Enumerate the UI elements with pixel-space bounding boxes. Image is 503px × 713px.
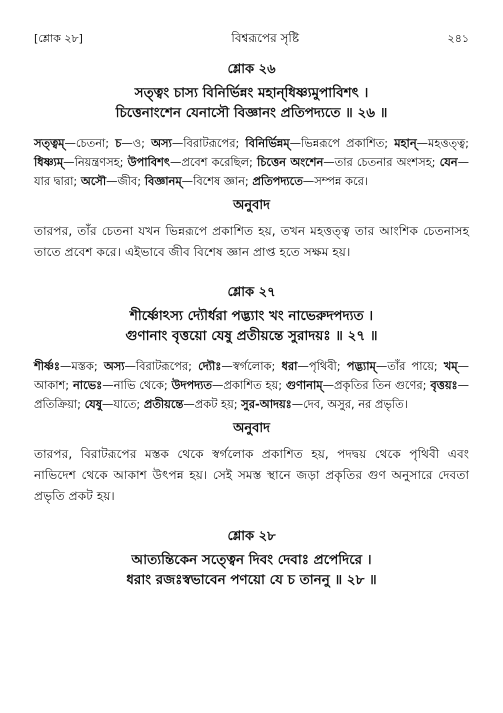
synonym-meaning: —বিরাটরূপের; [124,359,199,373]
verse-line: সত্ত্বং চাস্য বিনির্ভিন্নং মহান্‌ধিষ্ণ্যমুপাবিশৎ । [134,85,369,101]
synonym-meaning: —তার চেতনার অংশসহ; [323,155,440,169]
synonym-word: উপাবিশৎ [127,155,170,169]
synonym-meaning: —প্রকট হয়; [183,397,242,411]
synonym-word: মহান্‌ [394,136,417,150]
synonym-meaning: —বিরাটরূপের; [171,136,246,150]
verse-line: গুণানাং বৃত্তয়ো যেষু প্রতীয়ন্তে সুরাদয়ঃ ॥ ২৭ ॥ [125,328,378,344]
synonym-meaning: —প্রতিক্রিয়া; [34,378,470,411]
synonym-word: বিনির্ভিন্নম্‌ [245,136,290,150]
synonym-word: গুণানাম্‌ [285,378,323,392]
synonym-meaning: —সম্পন্ন করে। [302,174,368,188]
translation-heading: অনুবাদ [233,421,270,436]
synonym-meaning: —দেব, অসুর, নর প্রভৃতি। [291,397,408,411]
synonym-word: যেন [439,155,458,169]
synonym-meaning: —চেতনা; [64,136,116,150]
synonym-word: উদপদ্যত [171,378,212,392]
synonym-word: চিত্তেন অংশেন [257,155,324,169]
synonym-word: প্রতীয়ন্তে [143,397,184,411]
synonym-word: বিজ্ঞানম্‌ [144,174,182,188]
synonym-word: চ [115,136,122,150]
translation-text: তারপর, বিরাটরূপের মস্তক থেকে স্বর্গলোক প্রকাশিত হয়, পদদ্বয় থেকে পৃথিবী এবং নাভিদেশ থেকে আকাশ উৎপন্ন হয়। সেই সমস্ত স্থানে জড়া প্রকৃতির গুণ অনুসারে দেবতা প্রভৃতি প্রকট হয়। [34,447,469,503]
synonym-word: দ্যৌঃ [198,359,222,373]
translation-heading: অনুবাদ [233,198,270,213]
page-header [34,30,469,50]
synonym-word: ধরা [281,359,298,373]
synonym-meaning: —মস্তক; [59,359,104,373]
synonym-meaning: —নিয়ন্ত্রণসহ; [63,155,128,169]
verse-title: শ্লোক ২৬ [227,62,276,77]
synonym-word: ধিষ্ণ্যম্‌ [34,155,64,169]
verse-line: চিত্তেনাংশেন যেনাসৌ বিজ্ঞানং প্রতিপদ্যতে ॥ ২৬ ॥ [115,105,388,121]
synonym-meaning: —আকাশ; [34,359,469,392]
synonym-word: যেষু [84,397,103,411]
synonym-meaning: —মহত্তত্ত্ব; [416,136,469,150]
synonym-word: অস্য [151,136,172,150]
verse-line: শীর্ষ্ণোঽস্য দ্যৌর্ধরা পদ্ভ্যাং খং নাভেরুদপদ্যত । [129,308,374,324]
verse-line: আত্যন্তিকেন সত্ত্বেন দিবং দেবাঃ প্রপেদিরে । [131,552,372,568]
synonym-word: নাভেঃ [72,378,103,392]
verse-line: ধরাং রজঃস্বভাবেন পণয়ো যে চ তাননু ॥ ২৮ ॥ [126,572,377,588]
header-page-number: ২৪১ [447,32,469,45]
synonym-word: অসৌ [80,174,107,188]
synonyms [34,134,469,191]
synonym-meaning: —স্বর্গলোক; [221,359,282,373]
synonym-meaning: —তাঁর পায়ে; [375,359,444,373]
header-chapter-title: বিশ্বরূপের সৃষ্টি [231,31,300,45]
synonym-meaning: —প্রবেশ করেছিল; [169,155,257,169]
translation-text: তারপর, তাঁর চেতনা যখন ভিন্নরূপে প্রকাশিত হয়, তখন মহত্তত্ত্ব তার আংশিক চেতনাসহ তাতে প্রবেশ করে। এইভাবে জীব বিশেষ জ্ঞান প্রাপ্ত হতে সক্ষম হয়। [34,224,469,259]
verse-title: শ্লোক ২৮ [227,529,276,544]
synonym-word: অস্য [103,359,125,373]
synonym-meaning: —বিশেষ জ্ঞান; [181,174,253,188]
header-verse-ref: [শ্লোক ২৮] [34,32,83,45]
synonym-meaning: —যাতে; [102,397,144,411]
verse-27 [34,283,469,507]
verse-title: শ্লোক ২৭ [227,285,276,300]
synonym-word: পদ্ভ্যাম্‌ [346,359,376,373]
verse-26 [34,60,469,263]
synonym-meaning: —প্রকৃতির তিন গুণের; [322,378,431,392]
synonym-word: প্রতিপদ্যতে [252,174,303,188]
synonym-word: শীর্ষ্ণঃ [34,359,60,373]
synonym-meaning: —প্রকাশিত হয়; [211,378,286,392]
synonym-meaning: —ও; [121,136,152,150]
synonym-word: সত্ত্বম্‌ [34,136,65,150]
synonym-word: বৃত্তয়ঃ [430,378,458,392]
synonym-meaning: —জীব; [106,174,145,188]
synonym-meaning: —যার দ্বারা; [34,155,469,188]
synonym-word: সুর-আদয়ঃ [241,397,292,411]
synonym-meaning: —ভিন্নরূপে প্রকাশিত; [289,136,395,150]
verse-28 [34,527,469,590]
synonyms [34,357,469,414]
synonym-meaning: —নাভি থেকে; [102,378,172,392]
synonym-meaning: —পৃথিবী; [297,359,347,373]
synonym-word: খম্‌ [443,359,458,373]
